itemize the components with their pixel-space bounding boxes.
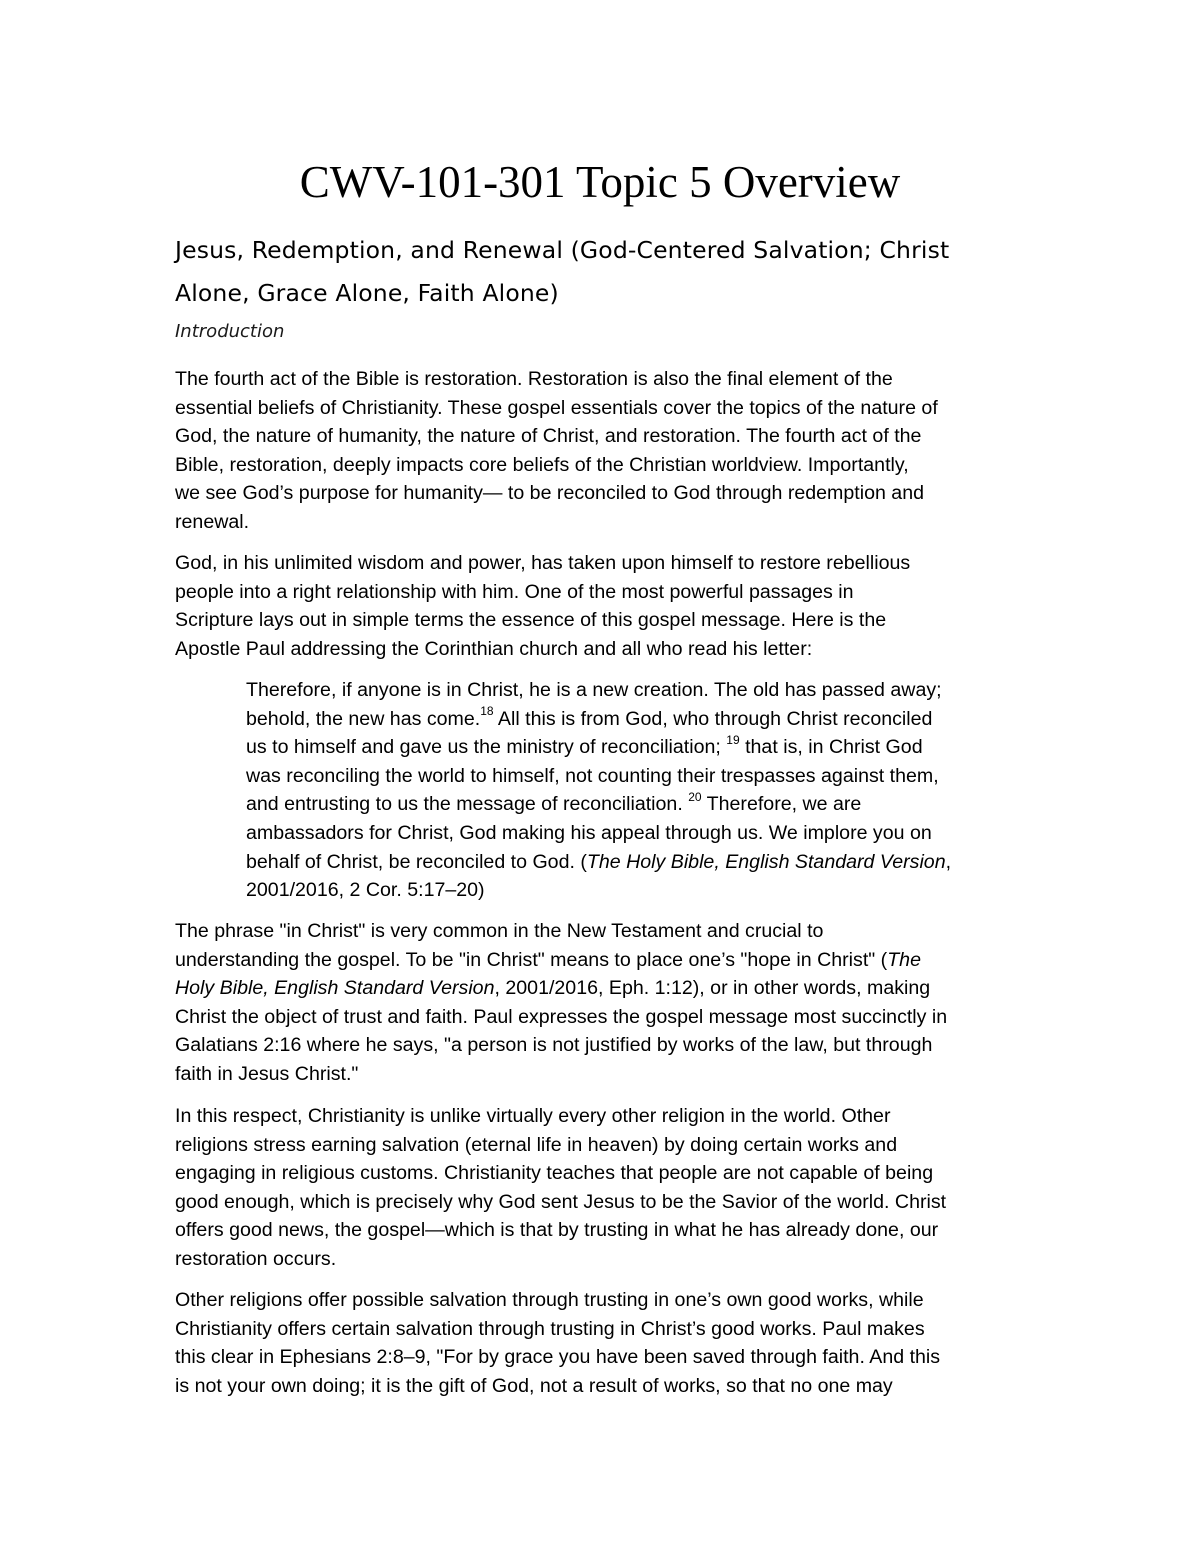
paragraph-line: is not your own doing; it is the gift of God, not a result of works, so that no one may [175, 1374, 893, 1397]
paragraph-line: Christianity offers certain salvation through trusting in Christ’s good works. Paul makes [175, 1317, 925, 1340]
quote-text: that is, in Christ God [739, 736, 923, 759]
paragraph-line: renewal. [175, 510, 250, 533]
paragraph-line: this clear in Ephesians 2:8–9, "For by grace you have been saved through faith. And this [175, 1346, 941, 1369]
paragraph-line: Scripture lays out in simple terms the essence of this gospel message. Here is the [175, 609, 887, 632]
quote-line: was reconciling the world to himself, not counting their trespasses against them, [246, 764, 939, 787]
paragraph-line: restoration occurs. [175, 1247, 337, 1270]
quote-line [246, 705, 951, 734]
quote-text: behold, the new has come. [246, 707, 481, 730]
quote-line [246, 848, 951, 877]
quote-text: All this is from God, who through Christ reconciled [493, 707, 933, 730]
quote-line: ambassadors for Christ, God making his appeal through us. We implore you on [246, 821, 932, 844]
subtitle-line: Jesus, Redemption, and Renewal (God-Centered Salvation; Christ [175, 236, 950, 264]
subtitle-line: Alone, Grace Alone, Faith Alone) [175, 279, 559, 307]
paragraph-line: God, the nature of humanity, the nature of Christ, and restoration. The fourth act of the [175, 425, 922, 448]
paragraph-line: In this respect, Christianity is unlike virtually every other religion in the world. Other [175, 1105, 891, 1127]
citation-title: The [887, 948, 921, 971]
paragraph-line: Other religions offer possible salvation through trusting in one’s own good works, while [175, 1289, 924, 1311]
quote-text: , [945, 850, 952, 873]
quote-line [246, 790, 951, 819]
quote-text: and entrusting to us the message of reconciliation. [246, 793, 689, 816]
section-heading-introduction: Introduction [175, 321, 285, 342]
paragraph-line: faith in Jesus Christ." [175, 1062, 359, 1085]
paragraph-line: we see God’s purpose for humanity— to be reconciled to God through redemption and [175, 482, 925, 505]
paragraph-line: Galatians 2:16 where he says, "a person is not justified by works of the law, but through [175, 1034, 933, 1057]
paragraph-line: Christ the object of trust and faith. Paul expresses the gospel message most succinctly in [175, 1005, 948, 1028]
paragraph-text: understanding the gospel. To be "in Christ" means to place one’s "hope in Christ" ( [175, 948, 888, 971]
paragraph-line: The phrase "in Christ" is very common in the New Testament and crucial to [175, 920, 824, 942]
paragraph-text: , 2001/2016, Eph. 1:12), or in other words, making [494, 977, 931, 1000]
quote-text: behalf of Christ, be reconciled to God. ( [246, 850, 587, 873]
quote-line [246, 733, 951, 762]
paragraph-5 [175, 1286, 940, 1400]
quote-text: Therefore, we are [701, 793, 862, 816]
paragraph-4 [175, 1102, 946, 1274]
page-subtitle [175, 229, 1045, 315]
paragraph-line: The fourth act of the Bible is restoration. Restoration is also the final element of the [175, 368, 893, 390]
citation-title: The Holy Bible, English Standard Version [586, 850, 946, 873]
verse-number: 19 [726, 732, 740, 747]
quote-line: 2001/2016, 2 Cor. 5:17–20) [246, 879, 485, 902]
paragraph-line: essential beliefs of Christianity. These gospel essentials cover the topics of the nature of [175, 396, 938, 419]
paragraph-line [175, 946, 947, 975]
paragraph-line: Apostle Paul addressing the Corinthian church and all who read his letter: [175, 637, 813, 660]
citation-title: Holy Bible, English Standard Version [175, 977, 495, 1000]
paragraph-1 [175, 365, 938, 537]
paragraph-line [175, 974, 947, 1003]
verse-number: 20 [688, 789, 702, 804]
paragraph-line: people into a right relationship with him. One of the most powerful passages in [175, 580, 854, 603]
paragraph-line: good enough, which is precisely why God sent Jesus to be the Savior of the world. Christ [175, 1190, 947, 1213]
paragraph-2 [175, 549, 910, 663]
paragraph-line: religions stress earning salvation (eternal life in heaven) by doing certain works and [175, 1133, 898, 1156]
paragraph-line: Bible, restoration, deeply impacts core beliefs of the Christian worldview. Importantly, [175, 453, 909, 476]
page-title: CWV-101-301 Topic 5 Overview [299, 157, 901, 207]
paragraph-line: engaging in religious customs. Christianity teaches that people are not capable of being [175, 1162, 934, 1185]
verse-number: 18 [480, 704, 494, 719]
quote-line: Therefore, if anyone is in Christ, he is a new creation. The old has passed away; [246, 679, 942, 701]
scripture-block-quote [246, 676, 951, 905]
paragraph-line: God, in his unlimited wisdom and power, has taken upon himself to restore rebellious [175, 552, 911, 574]
paragraph-3 [175, 917, 947, 1089]
quote-text: us to himself and gave us the ministry of reconciliation; [246, 736, 727, 759]
paragraph-line: offers good news, the gospel—which is that by trusting in what he has already done, our [175, 1219, 939, 1242]
